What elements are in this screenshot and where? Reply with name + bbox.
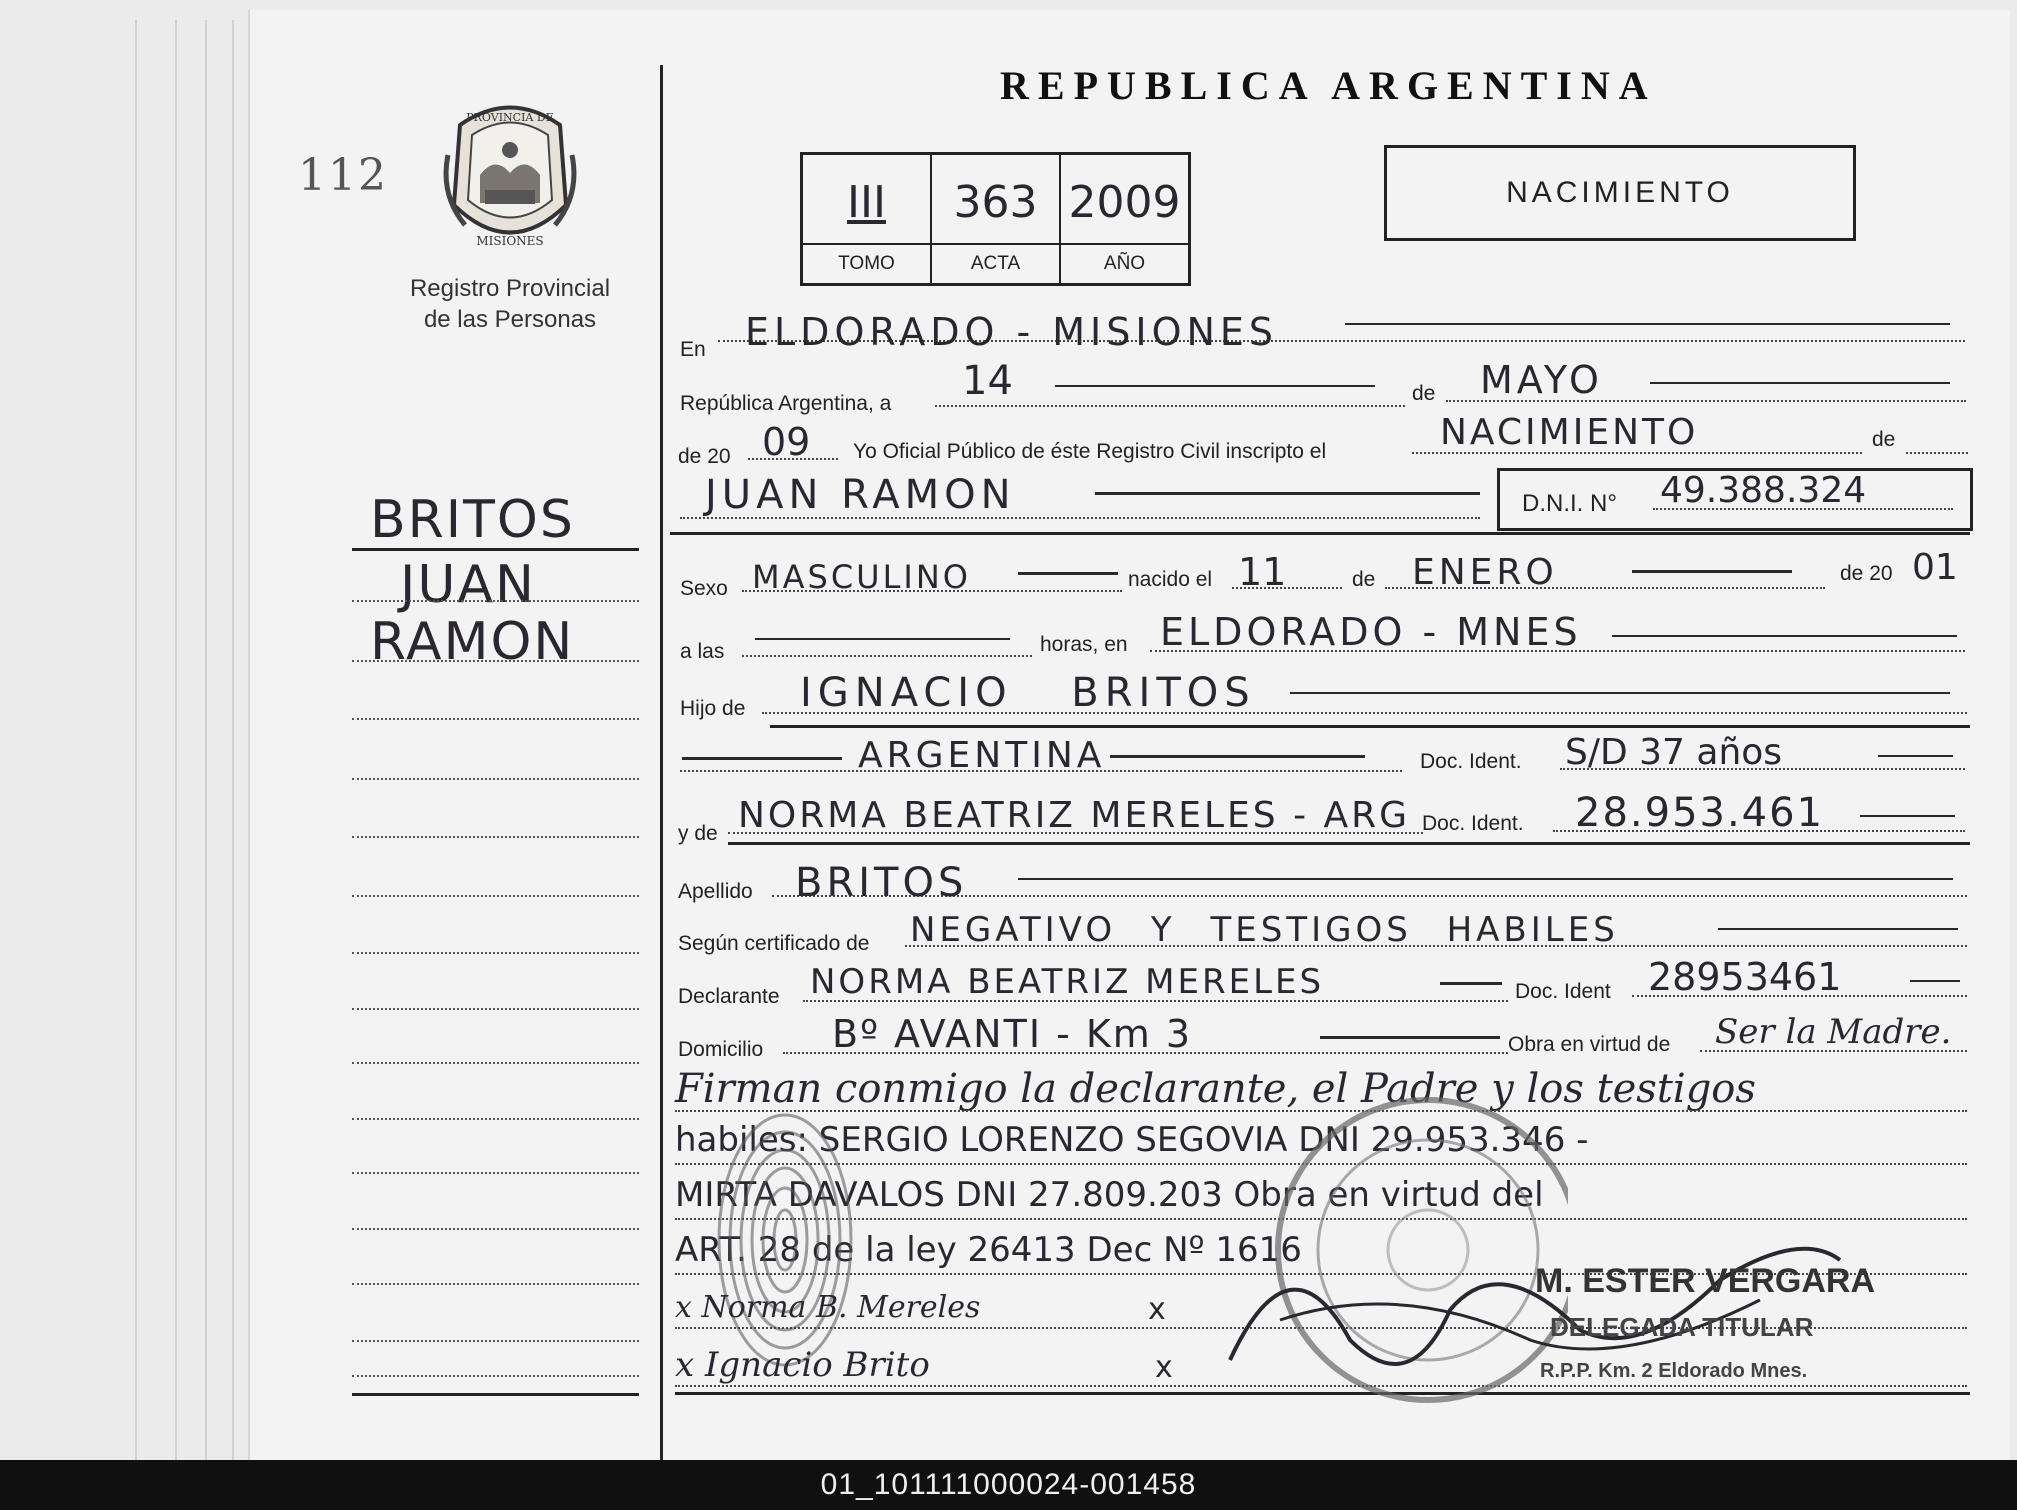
fill-dash (1878, 755, 1953, 757)
act-type-box: NACIMIENTO (1384, 145, 1856, 241)
fill-dash (1910, 980, 1960, 982)
dni-value: 49.388.324 (1660, 470, 1867, 511)
official-stamp-role: DELEGADA TITULAR (1550, 1312, 1814, 1342)
mother-doc-value: 28.953.461 (1575, 790, 1825, 836)
inscripto-value: NACIMIENTO (1440, 412, 1699, 453)
father-signature: x Ignacio Brito (675, 1345, 930, 1385)
page-stack-edge (232, 20, 234, 1460)
note-line-2: habiles: SERGIO LORENZO SEGOVIA DNI 29.953.346 - (675, 1120, 1589, 1160)
de-label-2: de (1872, 428, 1896, 451)
apellido-label: Apellido (678, 880, 753, 903)
margin-rule (352, 548, 639, 551)
fill-dash (1860, 815, 1955, 817)
margin-rule (352, 1375, 639, 1377)
note-line-4: ART. 28 de la ley 26413 Dec Nº 1616 (675, 1230, 1302, 1270)
provincial-seal-icon (440, 95, 580, 250)
document-id-bar: 01_101111000024-001458 (0, 1460, 2017, 1510)
margin-rule (352, 1228, 639, 1230)
country-title: REPUBLICA ARGENTINA (1000, 63, 1657, 108)
segun-value: NEGATIVO Y TESTIGOS HABILES (910, 910, 1619, 950)
domicilio-label: Domicilio (678, 1038, 764, 1061)
tomo-value: III (847, 177, 886, 228)
doc-ident-label-3: Doc. Ident (1515, 980, 1611, 1003)
fill-dash (1110, 755, 1365, 758)
birth-month-value: ENERO (1412, 552, 1558, 593)
section-rule (728, 842, 1970, 845)
place-value: ELDORADO - MISIONES (745, 310, 1279, 354)
birth-place-value: ELDORADO - MNES (1160, 610, 1582, 654)
margin-rule (352, 778, 639, 780)
declarante-label: Declarante (678, 985, 780, 1008)
horas-label: horas, en (1040, 633, 1128, 656)
child-name-value: JUAN RAMON (705, 472, 1016, 518)
record-number-box (800, 152, 1191, 286)
obra-value: Ser la Madre. (1715, 1012, 1952, 1052)
obra-label: Obra en virtud de (1508, 1033, 1671, 1056)
birth-day-value: 11 (1238, 550, 1287, 594)
fill-dash (1018, 572, 1118, 575)
registry-name (385, 273, 635, 335)
fill-dash (1095, 492, 1480, 495)
doc-ident-label: Doc. Ident. (1420, 750, 1522, 773)
margin-rule (352, 952, 639, 954)
page-stack-edge (135, 20, 137, 1460)
fill-line (1906, 452, 1968, 454)
de20-label: de 20 (678, 445, 731, 468)
oficial-label: Yo Oficial Público de éste Registro Civil inscripto el (853, 440, 1327, 463)
margin-rule (352, 600, 639, 602)
registry-line-1: Registro Provincial (409, 275, 611, 302)
fill-dash (682, 757, 842, 760)
officer-mark-1: x (1148, 1292, 1166, 1327)
fill-dash (755, 638, 1010, 640)
officer-mark-2: x (1155, 1350, 1173, 1385)
birth-year-value: 01 (1912, 547, 1958, 588)
fill-dash (1632, 570, 1792, 573)
margin-rule (352, 1118, 639, 1120)
tomo-cell (803, 155, 932, 283)
margin-rule (352, 718, 639, 720)
mother-name-value: NORMA BEATRIZ MERELES - ARG (738, 795, 1411, 836)
yde-label: y de (678, 822, 718, 845)
segun-label: Según certificado de (678, 932, 870, 955)
year-value: 09 (762, 420, 811, 464)
registry-line-2: de las Personas (423, 306, 597, 333)
margin-rule (352, 1283, 639, 1285)
column-divider (660, 65, 663, 1460)
fill-dash (1718, 928, 1958, 930)
fingerprint-icon (710, 1105, 860, 1375)
de-label-3: de (1352, 568, 1376, 591)
alas-label: a las (680, 640, 725, 663)
fill-dash (1345, 323, 1950, 325)
margin-rule (352, 1393, 639, 1396)
fill-line (935, 405, 1405, 407)
svg-text:PROVINCIA DE: PROVINCIA DE (466, 111, 554, 124)
margin-rule (352, 1008, 639, 1010)
margin-first-name: JUAN (400, 555, 536, 615)
margin-second-name: RAMON (370, 612, 575, 672)
declarante-doc-value: 28953461 (1648, 955, 1842, 999)
official-stamp-name: M. ESTER VERGARA (1535, 1262, 1876, 1300)
fill-dash (1650, 382, 1950, 384)
father-name-value: IGNACIO BRITOS (800, 670, 1256, 716)
page-stack-edge (175, 20, 177, 1460)
tomo-label: TOMO (803, 243, 930, 283)
fill-dash (1018, 878, 1953, 880)
acta-cell (932, 155, 1061, 283)
declarante-value: NORMA BEATRIZ MERELES (810, 962, 1325, 1002)
anio-value: 2009 (1068, 177, 1181, 228)
margin-rule (352, 660, 639, 662)
anio-label: AÑO (1061, 243, 1188, 283)
en-label: En (680, 338, 706, 361)
doc-ident-label-2: Doc. Ident. (1422, 812, 1524, 835)
margin-rule (352, 1340, 639, 1342)
father-doc-value: S/D 37 años (1565, 732, 1783, 773)
day-value: 14 (962, 358, 1013, 404)
fill-dash (1612, 635, 1957, 637)
margin-surname: BRITOS (370, 490, 575, 550)
apellido-value: BRITOS (795, 860, 968, 906)
acta-value: 363 (953, 177, 1038, 228)
fill-dash (1290, 692, 1950, 694)
margin-rule (352, 836, 639, 838)
de2000-label: de 20 (1840, 562, 1893, 585)
note-line-1: Firman conmigo la declarante, el Padre y los testigos (675, 1066, 1756, 1112)
page-stack-edge (205, 20, 207, 1460)
domicilio-value: Bº AVANTI - Km 3 (832, 1012, 1193, 1056)
official-stamp-office: R.P.P. Km. 2 Eldorado Mnes. (1540, 1360, 1808, 1382)
page-mark: 112 (298, 150, 388, 201)
section-rule (670, 532, 1970, 535)
svg-text:MISIONES: MISIONES (476, 234, 544, 248)
margin-rule (352, 1062, 639, 1064)
month-value: MAYO (1480, 358, 1603, 402)
margin-rule (352, 895, 639, 897)
fill-dash (1055, 385, 1375, 387)
margin-rule (352, 1172, 639, 1174)
father-nationality-value: ARGENTINA (858, 735, 1106, 776)
sexo-label: Sexo (680, 577, 728, 600)
section-rule (770, 725, 1970, 728)
republica-label: República Argentina, a (680, 392, 892, 415)
nacido-label: nacido el (1128, 568, 1213, 591)
mother-signature: x Norma B. Mereles (675, 1290, 981, 1325)
fill-dash (1440, 982, 1502, 985)
sexo-value: MASCULINO (752, 558, 971, 596)
de-label: de (1412, 382, 1436, 405)
anio-cell (1061, 155, 1188, 283)
hijo-label: Hijo de (680, 697, 746, 720)
fill-dash (1320, 1036, 1500, 1039)
note-line-3: MIRTA DAVALOS DNI 27.809.203 Obra en virtud del (675, 1175, 1544, 1215)
dni-label: D.N.I. N° (1522, 490, 1617, 517)
acta-label: ACTA (932, 243, 1059, 283)
fill-line (742, 655, 1032, 657)
